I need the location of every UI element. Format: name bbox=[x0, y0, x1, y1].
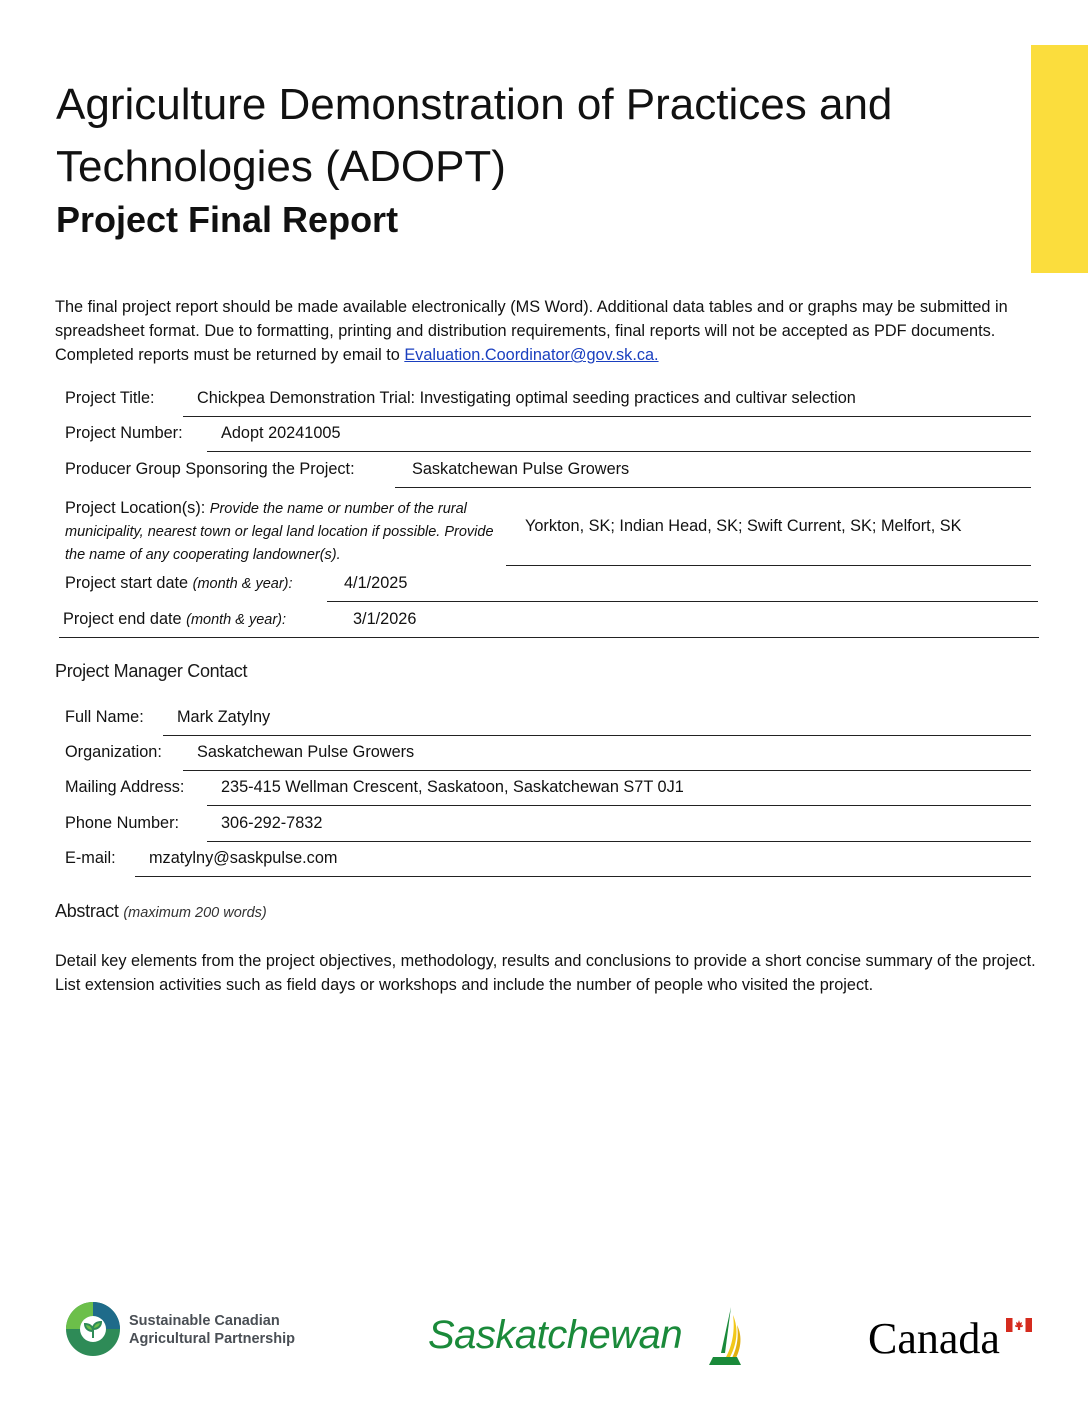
end-date-row bbox=[53, 602, 1041, 638]
page-title bbox=[56, 74, 1016, 198]
full-name-field[interactable]: Mark Zatylny bbox=[177, 708, 271, 726]
start-date-row bbox=[55, 566, 1040, 602]
project-title-row bbox=[55, 381, 1035, 417]
wheat-sheaf-icon bbox=[703, 1305, 743, 1367]
abstract-heading-block bbox=[55, 901, 267, 922]
intro-paragraph bbox=[55, 295, 1040, 367]
project-title-field[interactable]: Chickpea Demonstration Trial: Investigating optimal seeding practices and cultivar selection bbox=[197, 389, 856, 407]
mailing-address-label: Mailing Address: bbox=[65, 778, 185, 796]
evaluation-email-link[interactable]: Evaluation.Coordinator@gov.sk.ca. bbox=[404, 346, 659, 364]
phone-label: Phone Number: bbox=[65, 814, 180, 832]
full-name-row bbox=[55, 700, 1035, 736]
location-hint: Provide the name or number of the rural municipality, nearest town or legal land location if possible. Provide the name of any cooperating landowner(s). bbox=[65, 501, 494, 563]
yellow-tab bbox=[1031, 45, 1088, 273]
start-date-field[interactable]: 4/1/2025 bbox=[344, 574, 408, 592]
location-field[interactable]: Yorkton, SK; Indian Head, SK; Swift Current, SK; Melfort, SK bbox=[525, 517, 962, 535]
end-date-label-block bbox=[63, 610, 286, 629]
scap-leaf-icon bbox=[64, 1300, 122, 1358]
intro-text: The final project report should be made available electronically (MS Word). Additional data tables and or graphs may be submitted in spreadsheet format. Due to formatting, printing and distribution requirements, final reports will not be accepted as PDF documents. Completed reports must be returned by email to bbox=[55, 298, 1008, 364]
sponsor-row bbox=[55, 452, 1035, 488]
sponsor-label: Producer Group Sponsoring the Project: bbox=[65, 460, 355, 478]
canada-flag-icon bbox=[1006, 1318, 1032, 1332]
mailing-address-field[interactable]: 235-415 Wellman Crescent, Saskatoon, Saskatchewan S7T 0J1 bbox=[221, 778, 684, 796]
field-underline bbox=[135, 876, 1031, 877]
organization-field[interactable]: Saskatchewan Pulse Growers bbox=[197, 743, 415, 761]
organization-label: Organization: bbox=[65, 743, 162, 761]
page-subtitle: Project Final Report bbox=[56, 199, 399, 240]
canada-wordmark: Canada bbox=[868, 1314, 1000, 1363]
mailing-address-row bbox=[55, 770, 1035, 806]
location-label-block bbox=[65, 497, 515, 566]
project-number-field[interactable]: Adopt 20241005 bbox=[221, 424, 341, 442]
abstract-heading: Abstract bbox=[55, 901, 119, 921]
field-underline bbox=[395, 487, 1031, 488]
email-label: E-mail: bbox=[65, 849, 116, 867]
email-row bbox=[55, 841, 1035, 877]
title-line-1: Agriculture Demonstration of Practices and bbox=[56, 80, 893, 129]
saskatchewan-wordmark: Saskatchewan bbox=[428, 1313, 683, 1357]
full-name-label: Full Name: bbox=[65, 708, 144, 726]
scap-logo bbox=[64, 1300, 334, 1360]
phone-row bbox=[55, 806, 1035, 842]
title-line-2: Technologies (ADOPT) bbox=[56, 142, 506, 191]
project-number-label: Project Number: bbox=[65, 424, 183, 442]
abstract-hint: (maximum 200 words) bbox=[123, 905, 267, 921]
location-label: Project Location(s): bbox=[65, 499, 206, 517]
project-number-row bbox=[55, 416, 1035, 452]
start-date-label: Project start date bbox=[65, 574, 189, 592]
email-field[interactable]: mzatylny@saskpulse.com bbox=[149, 849, 338, 867]
saskatchewan-logo bbox=[428, 1305, 748, 1370]
scap-line-2: Agricultural Partnership bbox=[129, 1331, 295, 1347]
canada-wordmark-logo bbox=[868, 1316, 1038, 1364]
abstract-instructions: Detail key elements from the project objectives, methodology, results and conclusions to provide a short concise summary of the project. List extension activities such as field days or workshops and include the number of people who visited the project. bbox=[55, 952, 1036, 994]
field-underline bbox=[59, 637, 1039, 638]
start-date-label-block bbox=[65, 574, 293, 593]
manager-heading: Project Manager Contact bbox=[55, 661, 248, 681]
scap-wordmark bbox=[129, 1312, 295, 1348]
start-date-hint: (month & year): bbox=[192, 576, 293, 592]
end-date-field[interactable]: 3/1/2026 bbox=[353, 610, 417, 628]
end-date-hint: (month & year): bbox=[186, 612, 287, 628]
project-title-label: Project Title: bbox=[65, 389, 155, 407]
scap-line-1: Sustainable Canadian bbox=[129, 1313, 280, 1329]
sponsor-field[interactable]: Saskatchewan Pulse Growers bbox=[412, 460, 630, 478]
phone-field[interactable]: 306-292-7832 bbox=[221, 814, 323, 832]
end-date-label: Project end date bbox=[63, 610, 182, 628]
organization-row bbox=[55, 735, 1035, 771]
